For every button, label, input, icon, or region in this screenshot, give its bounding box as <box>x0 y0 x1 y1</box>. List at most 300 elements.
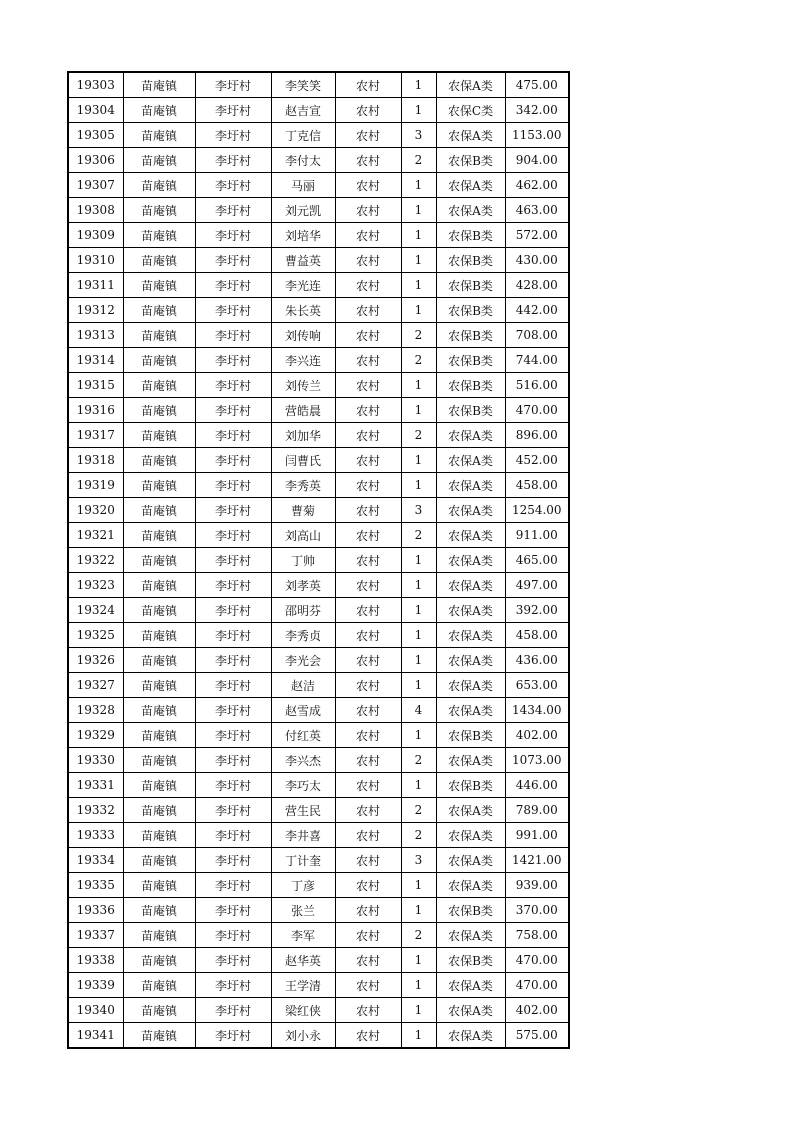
cell-name: 李兴杰 <box>271 748 335 773</box>
cell-category: 农保B类 <box>436 898 505 923</box>
cell-name: 李秀英 <box>271 473 335 498</box>
cell-type: 农村 <box>335 323 401 348</box>
cell-town: 苗庵镇 <box>123 648 195 673</box>
cell-count: 2 <box>401 148 436 173</box>
cell-name: 邵明芬 <box>271 598 335 623</box>
cell-type: 农村 <box>335 973 401 998</box>
cell-name: 刘培华 <box>271 223 335 248</box>
cell-id: 19309 <box>68 223 123 248</box>
cell-count: 2 <box>401 823 436 848</box>
cell-town: 苗庵镇 <box>123 873 195 898</box>
table-row <box>68 798 569 823</box>
cell-count: 2 <box>401 748 436 773</box>
cell-town: 苗庵镇 <box>123 923 195 948</box>
cell-name: 曹菊 <box>271 498 335 523</box>
cell-name: 曹益英 <box>271 248 335 273</box>
cell-amount: 458.00 <box>505 473 569 498</box>
cell-name: 刘传兰 <box>271 373 335 398</box>
cell-id: 19340 <box>68 998 123 1023</box>
cell-village: 李圩村 <box>195 848 271 873</box>
cell-type: 农村 <box>335 673 401 698</box>
cell-count: 1 <box>401 448 436 473</box>
cell-id: 19336 <box>68 898 123 923</box>
cell-town: 苗庵镇 <box>123 823 195 848</box>
cell-count: 1 <box>401 898 436 923</box>
cell-town: 苗庵镇 <box>123 123 195 148</box>
cell-type: 农村 <box>335 98 401 123</box>
cell-category: 农保A类 <box>436 798 505 823</box>
cell-village: 李圩村 <box>195 273 271 298</box>
cell-village: 李圩村 <box>195 72 271 98</box>
cell-village: 李圩村 <box>195 823 271 848</box>
cell-name: 王学清 <box>271 973 335 998</box>
table-row <box>68 773 569 798</box>
cell-id: 19338 <box>68 948 123 973</box>
cell-type: 农村 <box>335 648 401 673</box>
cell-amount: 470.00 <box>505 398 569 423</box>
cell-village: 李圩村 <box>195 923 271 948</box>
cell-count: 2 <box>401 523 436 548</box>
table-row <box>68 298 569 323</box>
cell-category: 农保A类 <box>436 423 505 448</box>
cell-type: 农村 <box>335 748 401 773</box>
cell-amount: 516.00 <box>505 373 569 398</box>
cell-type: 农村 <box>335 498 401 523</box>
cell-town: 苗庵镇 <box>123 948 195 973</box>
cell-village: 李圩村 <box>195 348 271 373</box>
cell-id: 19307 <box>68 173 123 198</box>
cell-count: 2 <box>401 323 436 348</box>
cell-count: 1 <box>401 1023 436 1049</box>
cell-category: 农保A类 <box>436 848 505 873</box>
cell-town: 苗庵镇 <box>123 173 195 198</box>
table-row <box>68 723 569 748</box>
cell-category: 农保C类 <box>436 98 505 123</box>
cell-category: 农保B类 <box>436 323 505 348</box>
cell-village: 李圩村 <box>195 148 271 173</box>
cell-village: 李圩村 <box>195 648 271 673</box>
cell-amount: 392.00 <box>505 598 569 623</box>
cell-town: 苗庵镇 <box>123 348 195 373</box>
cell-amount: 1434.00 <box>505 698 569 723</box>
cell-town: 苗庵镇 <box>123 673 195 698</box>
cell-count: 1 <box>401 998 436 1023</box>
cell-type: 农村 <box>335 698 401 723</box>
cell-town: 苗庵镇 <box>123 473 195 498</box>
cell-category: 农保A类 <box>436 473 505 498</box>
cell-village: 李圩村 <box>195 298 271 323</box>
cell-town: 苗庵镇 <box>123 498 195 523</box>
cell-amount: 744.00 <box>505 348 569 373</box>
cell-amount: 462.00 <box>505 173 569 198</box>
cell-town: 苗庵镇 <box>123 698 195 723</box>
cell-id: 19303 <box>68 72 123 98</box>
cell-name: 李兴连 <box>271 348 335 373</box>
cell-amount: 1073.00 <box>505 748 569 773</box>
table-row <box>68 1023 569 1049</box>
cell-name: 丁彦 <box>271 873 335 898</box>
cell-id: 19320 <box>68 498 123 523</box>
cell-type: 农村 <box>335 273 401 298</box>
cell-amount: 1421.00 <box>505 848 569 873</box>
cell-name: 李巧太 <box>271 773 335 798</box>
cell-count: 2 <box>401 348 436 373</box>
table-row <box>68 98 569 123</box>
cell-category: 农保B类 <box>436 223 505 248</box>
cell-town: 苗庵镇 <box>123 523 195 548</box>
cell-count: 1 <box>401 173 436 198</box>
cell-amount: 572.00 <box>505 223 569 248</box>
cell-count: 1 <box>401 72 436 98</box>
cell-type: 农村 <box>335 173 401 198</box>
table-row <box>68 173 569 198</box>
cell-amount: 428.00 <box>505 273 569 298</box>
cell-count: 1 <box>401 773 436 798</box>
cell-type: 农村 <box>335 723 401 748</box>
cell-count: 1 <box>401 398 436 423</box>
table-row <box>68 898 569 923</box>
cell-type: 农村 <box>335 373 401 398</box>
cell-town: 苗庵镇 <box>123 423 195 448</box>
cell-type: 农村 <box>335 873 401 898</box>
cell-town: 苗庵镇 <box>123 723 195 748</box>
cell-type: 农村 <box>335 948 401 973</box>
cell-type: 农村 <box>335 123 401 148</box>
cell-id: 19304 <box>68 98 123 123</box>
cell-count: 1 <box>401 98 436 123</box>
cell-category: 农保B类 <box>436 948 505 973</box>
cell-village: 李圩村 <box>195 248 271 273</box>
cell-count: 2 <box>401 423 436 448</box>
cell-type: 农村 <box>335 548 401 573</box>
cell-amount: 402.00 <box>505 998 569 1023</box>
cell-count: 3 <box>401 498 436 523</box>
cell-id: 19312 <box>68 298 123 323</box>
cell-category: 农保A类 <box>436 448 505 473</box>
table-row <box>68 523 569 548</box>
cell-count: 1 <box>401 573 436 598</box>
table-row <box>68 823 569 848</box>
cell-town: 苗庵镇 <box>123 573 195 598</box>
cell-village: 李圩村 <box>195 1023 271 1049</box>
cell-type: 农村 <box>335 898 401 923</box>
cell-count: 4 <box>401 698 436 723</box>
cell-id: 19316 <box>68 398 123 423</box>
cell-count: 3 <box>401 123 436 148</box>
table-row <box>68 273 569 298</box>
cell-category: 农保A类 <box>436 598 505 623</box>
cell-town: 苗庵镇 <box>123 198 195 223</box>
cell-name: 营生民 <box>271 798 335 823</box>
cell-category: 农保B类 <box>436 148 505 173</box>
table-row <box>68 648 569 673</box>
cell-village: 李圩村 <box>195 898 271 923</box>
cell-count: 1 <box>401 973 436 998</box>
cell-category: 农保A类 <box>436 648 505 673</box>
cell-amount: 470.00 <box>505 973 569 998</box>
cell-count: 1 <box>401 723 436 748</box>
cell-id: 19337 <box>68 923 123 948</box>
cell-village: 李圩村 <box>195 498 271 523</box>
cell-id: 19329 <box>68 723 123 748</box>
table-row <box>68 573 569 598</box>
cell-id: 19306 <box>68 148 123 173</box>
table-row <box>68 973 569 998</box>
cell-id: 19331 <box>68 773 123 798</box>
cell-town: 苗庵镇 <box>123 973 195 998</box>
cell-village: 李圩村 <box>195 623 271 648</box>
cell-village: 李圩村 <box>195 598 271 623</box>
cell-village: 李圩村 <box>195 198 271 223</box>
cell-category: 农保A类 <box>436 873 505 898</box>
table-row <box>68 748 569 773</box>
cell-type: 农村 <box>335 423 401 448</box>
cell-name: 刘高山 <box>271 523 335 548</box>
cell-name: 刘加华 <box>271 423 335 448</box>
cell-id: 19321 <box>68 523 123 548</box>
cell-type: 农村 <box>335 223 401 248</box>
cell-count: 1 <box>401 673 436 698</box>
cell-type: 农村 <box>335 473 401 498</box>
table-row <box>68 623 569 648</box>
cell-amount: 1254.00 <box>505 498 569 523</box>
cell-category: 农保A类 <box>436 198 505 223</box>
table-row <box>68 873 569 898</box>
cell-village: 李圩村 <box>195 573 271 598</box>
cell-town: 苗庵镇 <box>123 298 195 323</box>
table-row <box>68 123 569 148</box>
cell-type: 农村 <box>335 573 401 598</box>
cell-category: 农保A类 <box>436 173 505 198</box>
cell-amount: 465.00 <box>505 548 569 573</box>
table-row <box>68 248 569 273</box>
cell-village: 李圩村 <box>195 448 271 473</box>
cell-category: 农保B类 <box>436 273 505 298</box>
cell-id: 19334 <box>68 848 123 873</box>
cell-town: 苗庵镇 <box>123 748 195 773</box>
cell-village: 李圩村 <box>195 398 271 423</box>
table-row <box>68 72 569 98</box>
cell-count: 1 <box>401 948 436 973</box>
cell-town: 苗庵镇 <box>123 623 195 648</box>
cell-category: 农保A类 <box>436 623 505 648</box>
table-row <box>68 948 569 973</box>
cell-town: 苗庵镇 <box>123 798 195 823</box>
cell-type: 农村 <box>335 598 401 623</box>
cell-village: 李圩村 <box>195 523 271 548</box>
cell-town: 苗庵镇 <box>123 72 195 98</box>
cell-name: 李井喜 <box>271 823 335 848</box>
cell-amount: 463.00 <box>505 198 569 223</box>
cell-category: 农保B类 <box>436 298 505 323</box>
cell-category: 农保A类 <box>436 698 505 723</box>
cell-category: 农保B类 <box>436 398 505 423</box>
cell-amount: 442.00 <box>505 298 569 323</box>
cell-name: 闫曹氏 <box>271 448 335 473</box>
cell-id: 19324 <box>68 598 123 623</box>
cell-category: 农保B类 <box>436 773 505 798</box>
cell-village: 李圩村 <box>195 723 271 748</box>
cell-amount: 430.00 <box>505 248 569 273</box>
table-row <box>68 698 569 723</box>
cell-category: 农保A类 <box>436 973 505 998</box>
cell-id: 19314 <box>68 348 123 373</box>
table-row <box>68 998 569 1023</box>
cell-count: 3 <box>401 848 436 873</box>
cell-id: 19310 <box>68 248 123 273</box>
cell-town: 苗庵镇 <box>123 998 195 1023</box>
cell-count: 1 <box>401 298 436 323</box>
cell-name: 李军 <box>271 923 335 948</box>
cell-type: 农村 <box>335 198 401 223</box>
cell-count: 1 <box>401 623 436 648</box>
cell-name: 赵华英 <box>271 948 335 973</box>
cell-id: 19341 <box>68 1023 123 1049</box>
table-row <box>68 673 569 698</box>
cell-category: 农保B类 <box>436 248 505 273</box>
cell-id: 19308 <box>68 198 123 223</box>
table-row <box>68 473 569 498</box>
cell-amount: 342.00 <box>505 98 569 123</box>
cell-name: 刘传响 <box>271 323 335 348</box>
cell-town: 苗庵镇 <box>123 373 195 398</box>
cell-name: 刘元凯 <box>271 198 335 223</box>
cell-town: 苗庵镇 <box>123 848 195 873</box>
table-row <box>68 148 569 173</box>
cell-count: 1 <box>401 248 436 273</box>
cell-town: 苗庵镇 <box>123 273 195 298</box>
cell-amount: 575.00 <box>505 1023 569 1049</box>
table-row <box>68 598 569 623</box>
table-row <box>68 498 569 523</box>
cell-type: 农村 <box>335 448 401 473</box>
cell-category: 农保A类 <box>436 748 505 773</box>
cell-village: 李圩村 <box>195 998 271 1023</box>
table-row <box>68 423 569 448</box>
cell-town: 苗庵镇 <box>123 98 195 123</box>
cell-town: 苗庵镇 <box>123 1023 195 1049</box>
cell-village: 李圩村 <box>195 473 271 498</box>
cell-name: 李付太 <box>271 148 335 173</box>
table-row <box>68 848 569 873</box>
cell-type: 农村 <box>335 398 401 423</box>
table-row <box>68 323 569 348</box>
cell-amount: 939.00 <box>505 873 569 898</box>
cell-id: 19327 <box>68 673 123 698</box>
table-row <box>68 198 569 223</box>
cell-amount: 470.00 <box>505 948 569 973</box>
cell-count: 2 <box>401 798 436 823</box>
cell-amount: 896.00 <box>505 423 569 448</box>
cell-amount: 436.00 <box>505 648 569 673</box>
cell-village: 李圩村 <box>195 98 271 123</box>
cell-name: 刘孝英 <box>271 573 335 598</box>
cell-category: 农保A类 <box>436 673 505 698</box>
cell-name: 张兰 <box>271 898 335 923</box>
table-row <box>68 373 569 398</box>
cell-type: 农村 <box>335 248 401 273</box>
cell-category: 农保A类 <box>436 573 505 598</box>
cell-name: 刘小永 <box>271 1023 335 1049</box>
cell-amount: 758.00 <box>505 923 569 948</box>
cell-type: 农村 <box>335 798 401 823</box>
cell-id: 19311 <box>68 273 123 298</box>
cell-name: 李光会 <box>271 648 335 673</box>
cell-name: 李光连 <box>271 273 335 298</box>
cell-amount: 991.00 <box>505 823 569 848</box>
table-row <box>68 223 569 248</box>
cell-village: 李圩村 <box>195 748 271 773</box>
cell-village: 李圩村 <box>195 698 271 723</box>
cell-count: 1 <box>401 223 436 248</box>
cell-category: 农保A类 <box>436 123 505 148</box>
cell-village: 李圩村 <box>195 948 271 973</box>
cell-town: 苗庵镇 <box>123 598 195 623</box>
cell-id: 19330 <box>68 748 123 773</box>
cell-amount: 911.00 <box>505 523 569 548</box>
cell-amount: 708.00 <box>505 323 569 348</box>
cell-amount: 497.00 <box>505 573 569 598</box>
cell-village: 李圩村 <box>195 123 271 148</box>
cell-town: 苗庵镇 <box>123 223 195 248</box>
cell-count: 2 <box>401 923 436 948</box>
cell-amount: 789.00 <box>505 798 569 823</box>
cell-category: 农保B类 <box>436 373 505 398</box>
data-table <box>67 71 570 1049</box>
cell-type: 农村 <box>335 298 401 323</box>
cell-town: 苗庵镇 <box>123 548 195 573</box>
cell-count: 1 <box>401 598 436 623</box>
cell-village: 李圩村 <box>195 173 271 198</box>
cell-id: 19332 <box>68 798 123 823</box>
cell-category: 农保A类 <box>436 923 505 948</box>
cell-count: 1 <box>401 473 436 498</box>
cell-amount: 475.00 <box>505 72 569 98</box>
cell-name: 丁克信 <box>271 123 335 148</box>
cell-category: 农保A类 <box>436 523 505 548</box>
cell-town: 苗庵镇 <box>123 448 195 473</box>
cell-id: 19322 <box>68 548 123 573</box>
cell-id: 19325 <box>68 623 123 648</box>
cell-category: 农保B类 <box>436 723 505 748</box>
table-row <box>68 348 569 373</box>
cell-village: 李圩村 <box>195 973 271 998</box>
cell-category: 农保A类 <box>436 498 505 523</box>
table-row <box>68 448 569 473</box>
cell-id: 19323 <box>68 573 123 598</box>
cell-name: 赵吉宣 <box>271 98 335 123</box>
cell-type: 农村 <box>335 823 401 848</box>
cell-type: 农村 <box>335 72 401 98</box>
cell-town: 苗庵镇 <box>123 398 195 423</box>
cell-village: 李圩村 <box>195 773 271 798</box>
cell-amount: 904.00 <box>505 148 569 173</box>
cell-category: 农保A类 <box>436 823 505 848</box>
cell-type: 农村 <box>335 1023 401 1049</box>
cell-amount: 1153.00 <box>505 123 569 148</box>
cell-type: 农村 <box>335 148 401 173</box>
cell-count: 1 <box>401 648 436 673</box>
cell-id: 19333 <box>68 823 123 848</box>
cell-id: 19339 <box>68 973 123 998</box>
cell-village: 李圩村 <box>195 798 271 823</box>
cell-category: 农保A类 <box>436 72 505 98</box>
cell-name: 朱长英 <box>271 298 335 323</box>
cell-name: 赵洁 <box>271 673 335 698</box>
cell-type: 农村 <box>335 523 401 548</box>
cell-id: 19328 <box>68 698 123 723</box>
cell-id: 19326 <box>68 648 123 673</box>
